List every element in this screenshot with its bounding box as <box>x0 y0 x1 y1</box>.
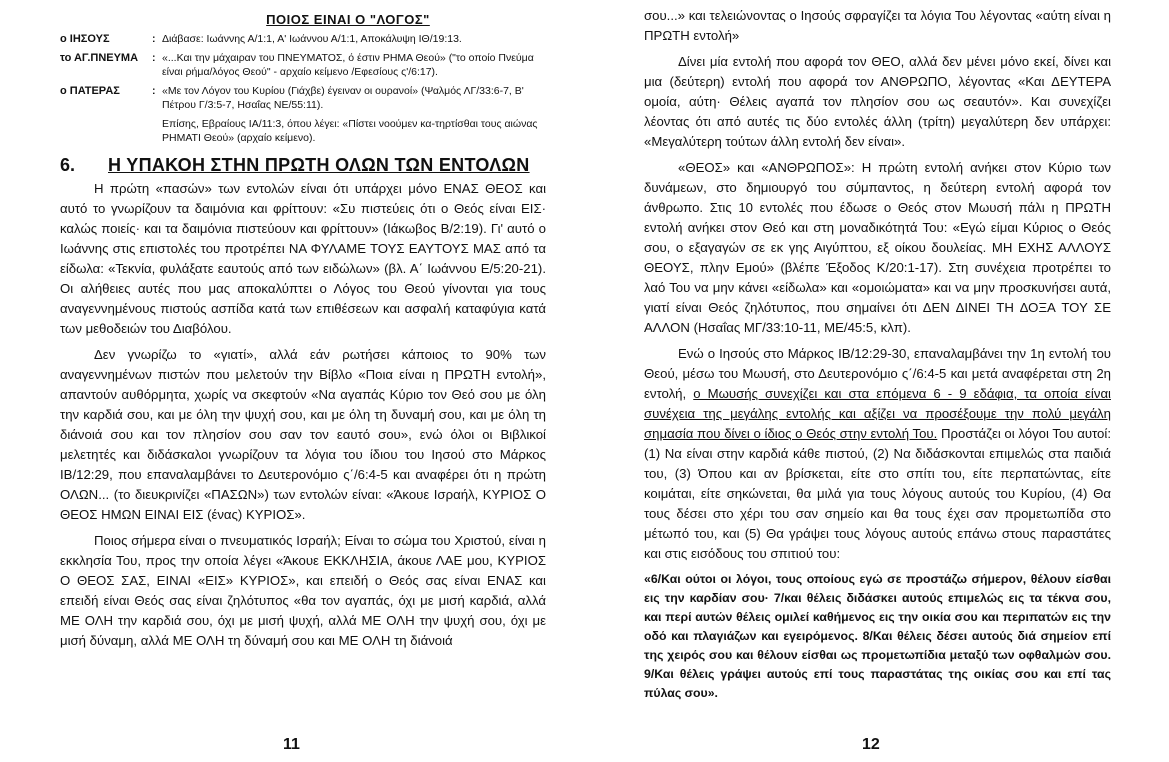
paragraph-3-end: Προστάζει οι λόγοι Του αυτοί: (1) Να είναι στην καρδιά κάθε πιστού, (2) Να διδάσκονται επιμελώς στα παιδιά του, (3) Όπου και αν βρίσκεται, είτε στο σπίτι του, είτε περπατώντας, είτε κοιμάται, είτε σηκώνεται, θα μιλά για τους λόγους αυτούς του Κυρίου, (4) Θα τους δέσει στο χέρι του σαν σημείο και θα τους έχει σαν προμετωπίδα στο μέτωπό του, και (5) Θα γράψει τους λόγους αυτούς επάνω στους παραστάτες και στις εισόδους του σπιτιού του: <box>644 426 1111 561</box>
scripture-quote: «6/Και ούτοι οι λόγοι, τους οποίους εγώ σε προστάζω σήμερον, θέλουν είσθαι εις την καρδίαν σου· 7/και θέλεις διδάσκει αυτούς επιμελώς εις τα τέκνα σου, και περί αυτών θέλεις ομιλεί καθήμενος εις την οικία σου και περιπατών εις την οδό και πλαγιάζων και εγειρόμενος. 8/Και θέλεις δέσει αυτούς διά σημείον επί της χειρός σου και θέλουν είσθαι ως προμετωπίδια μεταξύ των οφθαλμών σου. 9/Και θέλεις γράψει αυτούς επί τους παραστάτας της οικίας σου και επί τας πύλας σου». <box>644 572 1111 700</box>
ref-note: Επίσης, Εβραίους ΙΑ/11:3, όπου λέγει: «Πίστει νοούμεν κα-τηρτίσθαι τους αιώνας ΡΗΜΑΤΙ Θεού» (αρχαίο κείμενο). <box>162 118 538 144</box>
paragraph-3 <box>644 344 1111 564</box>
ref-value: «...Και την μάχαιραν του ΠΝΕΥΜΑΤΟΣ, ό έστιν ΡΗΜΑ Θεού» ("το οποίο Πνεύμα είναι ρήμα/λόγος Θεού" - αρχαίο κείμενο /Εφεσίους ς'/6:17). <box>162 52 534 78</box>
paragraph-3-start: Ενώ ο Ιησούς στο Μάρκος ΙΒ/12:29-30, επαναλαμβάνει την 1η εντολή του Θεού, μέσω του Μωυσή, στο Δευτερονόμιο ς΄/6:4-5 και μετά αναφέρεται στη 2η εντολή, <box>644 346 1111 401</box>
paragraph-1: Η πρώτη «πασών» των εντολών είναι ότι υπάρχει μόνο ΕΝΑΣ ΘΕΟΣ και αυτό το γνωρίζουν τα δαιμόνια και φρίττουν: «Συ πιστεύεις ότι ο Θεός είναι ΕΙΣ· καλώς ποιείς· και τα δαιμόνια πιστεύουν και φρίττουν» (Ιάκωβος Β/2:19). Γι' αυτό ο Ιωάννης στις επιστολές του προτρέπει ΝΑ ΦΥΛΑΜΕ ΤΟΥΣ ΕΑΥΤΟΥΣ ΜΑΣ από τα είδωλα: «Τεκνία, φυλάξατε εαυτούς από των ειδώλων» (βλ. Α΄ Ιωάννου Ε/5:20-21). Οι αλήθειες αυτές που μας αποκαλύπτει ο Λόγος του Θεού γίνονται για τους αναγεννημένους πιστούς ασπίδα κατά των επιθέσεων και ασφαλή καταφύγια κατά των μεθοδειών του Διαβόλου. <box>60 181 546 336</box>
section-title: Η ΥΠΑΚΟΗ ΣΤΗΝ ΠΡΩΤΗ ΟΛΩΝ ΤΩΝ ΕΝΤΟΛΩΝ <box>108 155 530 175</box>
ref-colon: : <box>152 33 156 45</box>
paragraph-0: σου...» και τελειώνοντας ο Ιησούς σφραγίζει τα λόγια Του λέγοντας «αύτη είναι η ΠΡΩΤΗ εντολή» <box>644 8 1111 43</box>
ref-row-jesus <box>60 32 546 46</box>
box-title: ΠΟΙΟΣ ΕΙΝΑΙ Ο "ΛΟΓΟΣ" <box>266 12 430 27</box>
section-number: 6. <box>60 155 76 175</box>
ref-key: το ΑΓ.ΠΝΕΥΜΑ <box>60 52 139 64</box>
page-number: 11 <box>283 736 300 753</box>
ref-row-spirit <box>60 51 546 79</box>
paragraph-2: Δεν γνωρίζω το «γιατί», αλλά εάν ρωτήσει κάποιος το 90% των αναγεννημένων πιστών που μελετούν την Βίβλο «Ποια είναι η ΠΡΩΤΗ εντολή», απαντούν αυθόρμητα, χωρίς να σκεφτούν «Να αγαπάς Κύριο τον Θεό σου με όλη την καρδιά σου, και με όλη την ψυχή σου, και με όλη τη δυναμή σου, και με όλη τη διάνοιά σου και τον πλησίον σου σαν τον εαυτό σου», ενώ όλοι οι Βιβλικοί μελετητές και διδάσκαλοι γνωρίζουν τα λόγια του ίδιου του Ιησού στο Μάρκος ΙΒ/12:29, που επαναλαμβάνει το Δευτερονόμιο ς΄/6:4-5 και αναφέρει ότι η πρώτη ΟΛΩΝ... (το διευκρινίζει «ΠΑΣΩΝ») των εντολών είναι: «Άκουε Ισραήλ, ΚΥΡΙΟΣ Ο ΘΕΟΣ ΗΜΩΝ ΕΙΝΑΙ ΕΙΣ (ένας) ΚΥΡΙΟΣ». <box>60 347 546 522</box>
paragraph-2: «ΘΕΟΣ» και «ΑΝΘΡΩΠΟΣ»: Η πρώτη εντολή ανήκει στον Κύριο των δυνάμεων, στο δημιουργό του σύμπαντος, η δεύτερη εντολή αφορά τον άνθρωπο. Στις 10 εντολές που έδωσε ο Θεός στον Μωυσή πάλι η ΠΡΩΤΗ εντολή ανήκει στον Θεό και στη μοναδικότητά Του: «Εγώ είμαι Κύριος ο Θεός σου, ο εξαγαγών σε εκ γης Αιγύπτου, εξ οίκου δουλείας. ΜΗ ΕΧΗΣ ΑΛΛΟΥΣ ΘΕΟΥΣ, πλην Εμού» (βλέπε Έξοδος Κ/20:1-17). Στη συνέχεια προτρέπει το λαό Του να μην κάνει «είδωλα» και «ομοιώματα» και να μην προσκυνήσει αυτά, γιατί είναι Θεός ζηλότυπος, που σημαίνει ότι ΔΕΝ ΔΙΝΕΙ ΤΗ ΔΟΞΑ ΤΟΥ ΣΕ ΑΛΛΟΝ (Ησαΐας ΜΓ/33:10-11, ΜΕ/45:5, κλπ). <box>644 160 1111 335</box>
ref-colon: : <box>152 85 156 97</box>
ref-key: ο ΠΑΤΕΡΑΣ <box>60 85 120 97</box>
ref-colon: : <box>152 52 156 64</box>
page-number: 12 <box>862 736 880 753</box>
paragraph-1: Δίνει μία εντολή που αφορά τον ΘΕΟ, αλλά δεν μένει μόνο εκεί, δίνει και μια (δεύτερη) εντολή που αφορά τον ΑΝΘΡΩΠΟ, λέγοντας «Και ΔΕΥΤΕΡΑ ομοία, αύτη· Θέλεις αγαπά τον πλησίον σου ως σεαυτόν». Και συνεχίζει λέοντας ότι από αυτές τις δύο εντολές άλλη (τρίτη) μεγαλύτερη δεν υπάρχει: «Μεγαλύτερη τούτων άλλη εντολή δεν είναι». <box>644 54 1111 149</box>
ref-value: Διάβασε: Ιωάννης Α/1:1, Α' Ιωάννου Α/1:1, Αποκάλυψη ΙΘ/19:13. <box>162 33 462 45</box>
ref-key: ο ΙΗΣΟΥΣ <box>60 33 110 45</box>
paragraph-3-underlined: ο Μωυσής συνεχίζει και στα επόμενα 6 - 9 εδάφια, τα οποία είναι συνέχεια της μεγάλης εντολής και αξίζει να προσέξουμε την πολύ μεγάλη σημασία που δίνει ο ίδιος ο Θεός στην εντολή Του. <box>644 386 1111 441</box>
paragraph-3: Ποιος σήμερα είναι ο πνευματικός Ισραήλ; Είναι το σώμα του Χριστού, είναι η εκκλησία Του, προς την οποία λέγει «Άκουε ΕΚΚΛΗΣΙΑ, άκουε ΛΑΕ μου, ΚΥΡΙΟΣ Ο ΘΕΟΣ ΣΑΣ, ΕΙΝΑΙ «ΕΙΣ» ΚΥΡΙΟΣ», και επειδή ο Θεός σας είναι ΕΝΑΣ και επειδή είναι Θεός σας είναι ζηλότυπος «θα τον αγαπάς, όχι με μισή καρδιά, αλλά ΜΕ ΟΛΗ την καρδιά σου, όχι με μισή ψυχή, αλλά ΜΕ ΟΛΗ την ψυχή σου, όχι με μισή δύναμη, αλλά ΜΕ ΟΛΗ τη δύναμή σου και ΜΕ ΟΛΗ τη διάνοιά <box>60 533 546 648</box>
left-page <box>0 0 584 762</box>
section-heading <box>60 155 546 176</box>
ref-row-father <box>60 84 546 112</box>
right-page <box>584 0 1169 762</box>
ref-value: «Με τον Λόγον του Κυρίου (Γιάχβε) έγειναν οι ουρανοί» (Ψαλμός ΛΓ/33:6-7, Β' Πέτρου Γ/3:5-7, Ησαΐας ΝΕ/55:11). <box>162 85 524 111</box>
